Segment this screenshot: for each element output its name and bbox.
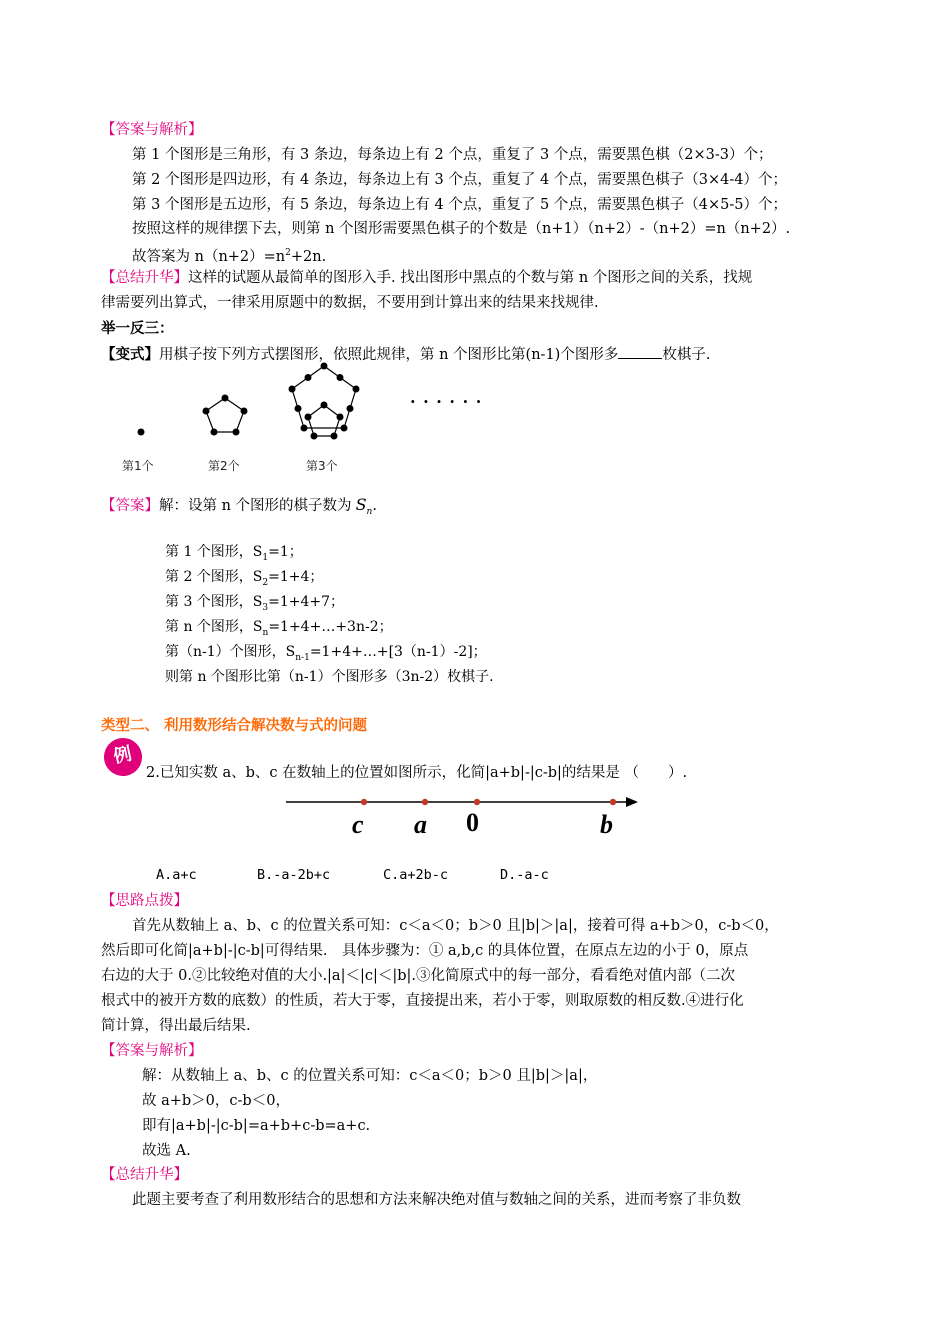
caption-figure-3: 第3个 (306, 459, 338, 473)
solution-line-3: 即有|a+b|-|c-b|=a+b+c-b=a+c. (142, 1118, 371, 1134)
row-5-sub: n-1 (295, 652, 310, 663)
row-4-post: =1+4+…+3n-2； (268, 619, 393, 635)
final-answer-sup: 2 (285, 248, 291, 258)
final-answer-line (132, 243, 326, 267)
variant-text-pre: 用棋子按下列方式摆图形，依照此规律，第 n 个图形比第(n-1)个图形多 (159, 347, 619, 363)
figure-2 (206, 398, 244, 432)
hint-tag: 【思路点拨】 (101, 893, 188, 909)
row-5-pre: 第（n-1）个图形，S (165, 644, 296, 660)
row-2-post: =1+4； (268, 569, 324, 585)
final-answer-pre: 故答案为 n（n+2）=n (132, 248, 286, 265)
row-5-post: =1+4+…+[3（n-1）-2]； (309, 644, 487, 660)
point-c (361, 799, 367, 805)
axis-label-a: a (414, 810, 427, 839)
point-zero (474, 799, 480, 805)
variant-tag: 【变式】 (101, 346, 159, 363)
row-2-sub: 2 (262, 577, 269, 588)
figure-3-outer-pentagon (292, 366, 356, 428)
answer-symbol: S (355, 495, 367, 514)
answer-tag: 【答案】 (101, 498, 159, 514)
axis-label-zero: 0 (466, 808, 479, 837)
hint-line-2: 然后即可化简|a+b|-|c-b|可得结果. 具体步骤为：① a,b,c 的具体位置，在原点左边的小于 0，原点 (101, 943, 749, 959)
answer-intro: 解：设第 n 个图形的棋子数为 (159, 498, 352, 514)
answer-conclusion: 则第 n 个图形比第（n-1）个图形多（3n-2）枚棋子. (165, 669, 494, 685)
answer-analysis-tag: 【答案与解析】 (101, 122, 203, 138)
answer-analysis-tag-2: 【答案与解析】 (101, 1043, 203, 1059)
continuation-dots: · · · · · · (410, 392, 483, 411)
figure-2-pentagon (206, 398, 244, 432)
final-answer-post: +2n. (290, 248, 327, 265)
figure-1-dot (138, 429, 145, 436)
solution-line-1: 解：从数轴上 a、b、c 的位置关系可知：c＜a＜0；b＞0 且|b|＞|a|， (142, 1068, 598, 1084)
row-3-pre: 第 3 个图形，S (165, 594, 263, 610)
hint-line-5: 简计算，得出最后结果. (101, 1018, 251, 1034)
axis-label-b: b (600, 810, 613, 839)
summary-line-2: 律需要列出算式，一律采用原题中的数据，不要用到计算出来的结果来找规律. (101, 295, 599, 311)
answer-row-3 (165, 592, 344, 618)
answer-intro-line (101, 495, 377, 522)
answer-blank (618, 344, 662, 359)
summary-text-2: 此题主要考查了利用数形结合的思想和方法来解决绝对值与数轴之间的关系，进而考察了非负数 (132, 1192, 741, 1208)
option-b: B.-a-2b+c (257, 867, 331, 883)
practice-heading: 举一反三： (101, 321, 174, 337)
row-1-sub: 1 (262, 552, 269, 563)
summary-tag-2: 【总结升华】 (101, 1167, 188, 1183)
point-a (422, 799, 428, 805)
figure-3-inner-pentagon (308, 405, 340, 436)
option-a: A.a+c (156, 867, 197, 883)
row-1-pre: 第 1 个图形，S (165, 544, 263, 560)
axis-label-c: c (352, 810, 364, 839)
answer-row-2 (165, 567, 323, 593)
answer-row-5 (165, 642, 487, 668)
analysis-line-1: 第 1 个图形是三角形，有 3 条边，每条边上有 2 个点，重复了 3 个点，需要黑色棋（2×3-3）个； (132, 147, 773, 163)
row-2-pre: 第 2 个图形，S (165, 569, 263, 585)
option-c: C.a+2b-c (383, 867, 449, 883)
row-4-pre: 第 n 个图形，S (165, 619, 263, 635)
option-d: D.-a-c (500, 867, 549, 883)
row-4-sub: n (262, 627, 269, 638)
hint-line-1: 首先从数轴上 a、b、c 的位置关系可知：c＜a＜0；b＞0 且|b|＞|a|，接着可得 a+b＞0，c-b＜0， (132, 918, 779, 934)
solution-line-4: 故选 A. (142, 1143, 191, 1159)
answer-symbol-end: . (372, 498, 377, 514)
summary-line-1 (101, 268, 752, 288)
variant-text-post: 枚棋子. (662, 347, 711, 363)
answer-row-1 (165, 542, 303, 568)
analysis-line-3: 第 3 个图形是五边形，有 5 条边，每条边上有 4 个点，重复了 5 个点，需要黑色棋子（4×5-5）个； (132, 197, 787, 213)
number-line (280, 790, 650, 814)
row-1-post: =1； (268, 544, 303, 560)
summary-text-1: 这样的试题从最简单的图形入手. 找出图形中黑点的个数与第 n 个图形之间的关系，找规 (188, 270, 753, 286)
type-two-heading: 类型二、 利用数形结合解决数与式的问题 (101, 718, 368, 734)
analysis-line-4: 按照这样的规律摆下去，则第 n 个图形需要黑色棋子的个数是（n+1）（n+2）-（n+2）=n（n+2）. (132, 221, 791, 237)
row-3-post: =1+4+7； (268, 594, 345, 610)
caption-figure-1: 第1个 (122, 459, 154, 473)
number-line-arrow (626, 797, 638, 807)
figure-1 (138, 429, 145, 436)
figure-2-dots (203, 395, 248, 436)
solution-line-2: 故 a+b＞0，c-b＜0， (142, 1093, 290, 1109)
analysis-line-2: 第 2 个图形是四边形，有 4 条边，每条边上有 3 个点，重复了 4 个点，需要黑色棋子（3×4-4）个； (132, 172, 787, 188)
answer-symbol-sub: n (366, 506, 373, 517)
answer-row-4 (165, 617, 393, 643)
caption-figure-2: 第2个 (208, 459, 240, 473)
example-badge: 例 (100, 734, 145, 779)
hint-line-3: 右边的大于 0.②比较绝对值的大小.|a|＜|c|＜|b|.③化简原式中的每一部分，看看绝对值内部（二次 (101, 968, 736, 984)
row-3-sub: 3 (262, 602, 269, 613)
hint-line-4: 根式中的被开方数的底数）的性质，若大于零，直接提出来，若小于零，则取原数的相反数.④进行化 (101, 993, 744, 1009)
point-b (610, 799, 616, 805)
question-text: 2.已知实数 a、b、c 在数轴上的位置如图所示，化简|a+b|-|c-b|的结果是 （ ）. (146, 765, 688, 781)
summary-tag: 【总结升华】 (101, 270, 188, 286)
